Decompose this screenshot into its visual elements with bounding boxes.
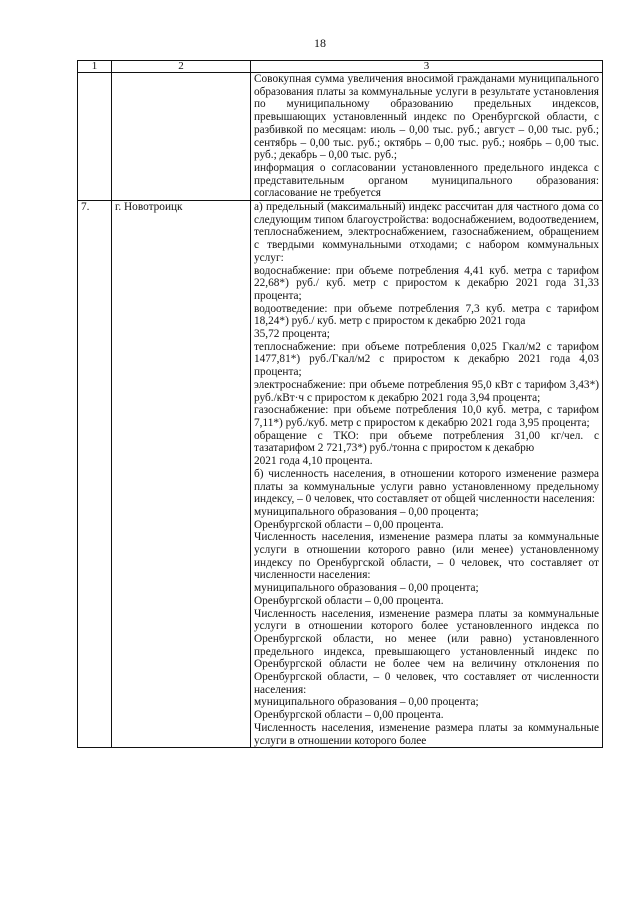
- description-cell: [251, 73, 603, 201]
- paragraph: Численность населения, изменение размера платы за коммунальные услуги в отношении которого равно (или менее) установленному индексу по Оренбургской области, – 0 человек, что составляет от численности населения:: [254, 531, 599, 582]
- paragraph: Оренбургской области – 0,00 процента.: [254, 709, 444, 722]
- paragraph: водоснабжение: при объеме потребления 4,41 куб. метра с тарифом 22,68*) руб./ куб. метр с приростом к декабрю 2021 года 31,33 процента;: [254, 264, 599, 302]
- paragraph: электроснабжение: при объеме потребления 95,0 кВт с тарифом 3,43*) руб./кВт·ч с приростом к декабрю 2021 года 3,94 процента;: [254, 378, 599, 404]
- header-col-2: 2: [112, 61, 251, 73]
- paragraph: Совокупная сумма увеличения вносимой гражданами муниципального образования платы за коммунальные услуги в результате установления по муниципальному образованию предельных индексов, превышающих установленный индекс по Оренбургской области, с разбивкой по месяцам: июль – 0,00 тыс. руб.; август – 0,00 тыс. руб.; сентябрь – 0,00 тыс. руб.; октябрь – 0,00 тыс. руб.; ноябрь – 0,00 тыс. руб.; декабрь – 0,00 тыс. руб.;: [254, 73, 599, 162]
- header-col-3: 3: [251, 61, 603, 73]
- paragraph: водоотведение: при объеме потребления 7,3 куб. метра с тарифом 18,24*) руб./ куб. метр с приростом к декабрю 2021 года: [254, 302, 599, 328]
- paragraph: теплоснабжение: при объеме потребления 0,025 Гкал/м2 с тарифом 1477,81*) руб./Гкал/м2 с приростом к декабрю 2021 года 4,03 процента;: [254, 340, 599, 379]
- table-row-7: [78, 201, 603, 748]
- paragraph: газоснабжение: при объеме потребления 10,0 куб. метра, с тарифом 7,11*) руб./куб. метр с приростом к декабрю 2021 года 3,95 процента;: [254, 404, 599, 429]
- paragraph: Оренбургской области – 0,00 процента.: [254, 594, 444, 607]
- table-header-row: [78, 61, 603, 73]
- paragraph: Численность населения, изменение размера платы за коммунальные услуги в отношении которого более: [254, 721, 599, 747]
- municipality-cell: г. Новотроицк: [112, 201, 251, 748]
- description-cell: [251, 201, 603, 748]
- table-row-continuation: [78, 73, 603, 201]
- paragraph: муниципального образования – 0,00 процента;: [254, 505, 479, 518]
- header-col-1: 1: [78, 61, 112, 73]
- paragraph: б) численность населения, в отношении которого изменение размера платы за коммунальные услуги равно установленному предельному индексу, – 0 человек, что составляет от общей численности населения:: [254, 467, 599, 506]
- paragraph: информация о согласовании установленного предельного индекса с представительным органом муниципального образования: согласование не требуется: [254, 161, 599, 200]
- paragraph: обращение с ТКО: при объеме потребления 31,00 кг/чел. с тазатарифом 2 721,73*) руб./тонна с приростом к декабрю: [254, 429, 599, 455]
- indices-table: [77, 60, 603, 748]
- paragraph: Оренбургской области – 0,00 процента.: [254, 518, 444, 531]
- municipality-cell: [112, 73, 251, 201]
- paragraph: а) предельный (максимальный) индекс рассчитан для частного дома со следующим типом благоустройства: водоснабжением, водоотведением, теплоснабжением, электроснабжением, газоснабжением, обращением с твердыми коммунальными отходами; с набором коммунальных услуг:: [254, 201, 599, 264]
- paragraph: Численность населения, изменение размера платы за коммунальные услуги в отношении которого более установленного индекса по Оренбургской области, но менее (или равно) установленного предельного индекса, превышающего установленный индекс по Оренбургской области не более чем на величину отклонения по Оренбургской области, – 0 человек, что составляет от численности населения:: [254, 607, 599, 696]
- paragraph: 2021 года 4,10 процента.: [254, 455, 373, 468]
- paragraph: муниципального образования – 0,00 процента;: [254, 582, 479, 595]
- page-number: 18: [314, 36, 326, 50]
- paragraph: 35,72 процента;: [254, 328, 330, 341]
- row-number-cell: [78, 73, 112, 201]
- paragraph: муниципального образования – 0,00 процента;: [254, 696, 479, 709]
- row-number-cell: 7.: [78, 201, 112, 748]
